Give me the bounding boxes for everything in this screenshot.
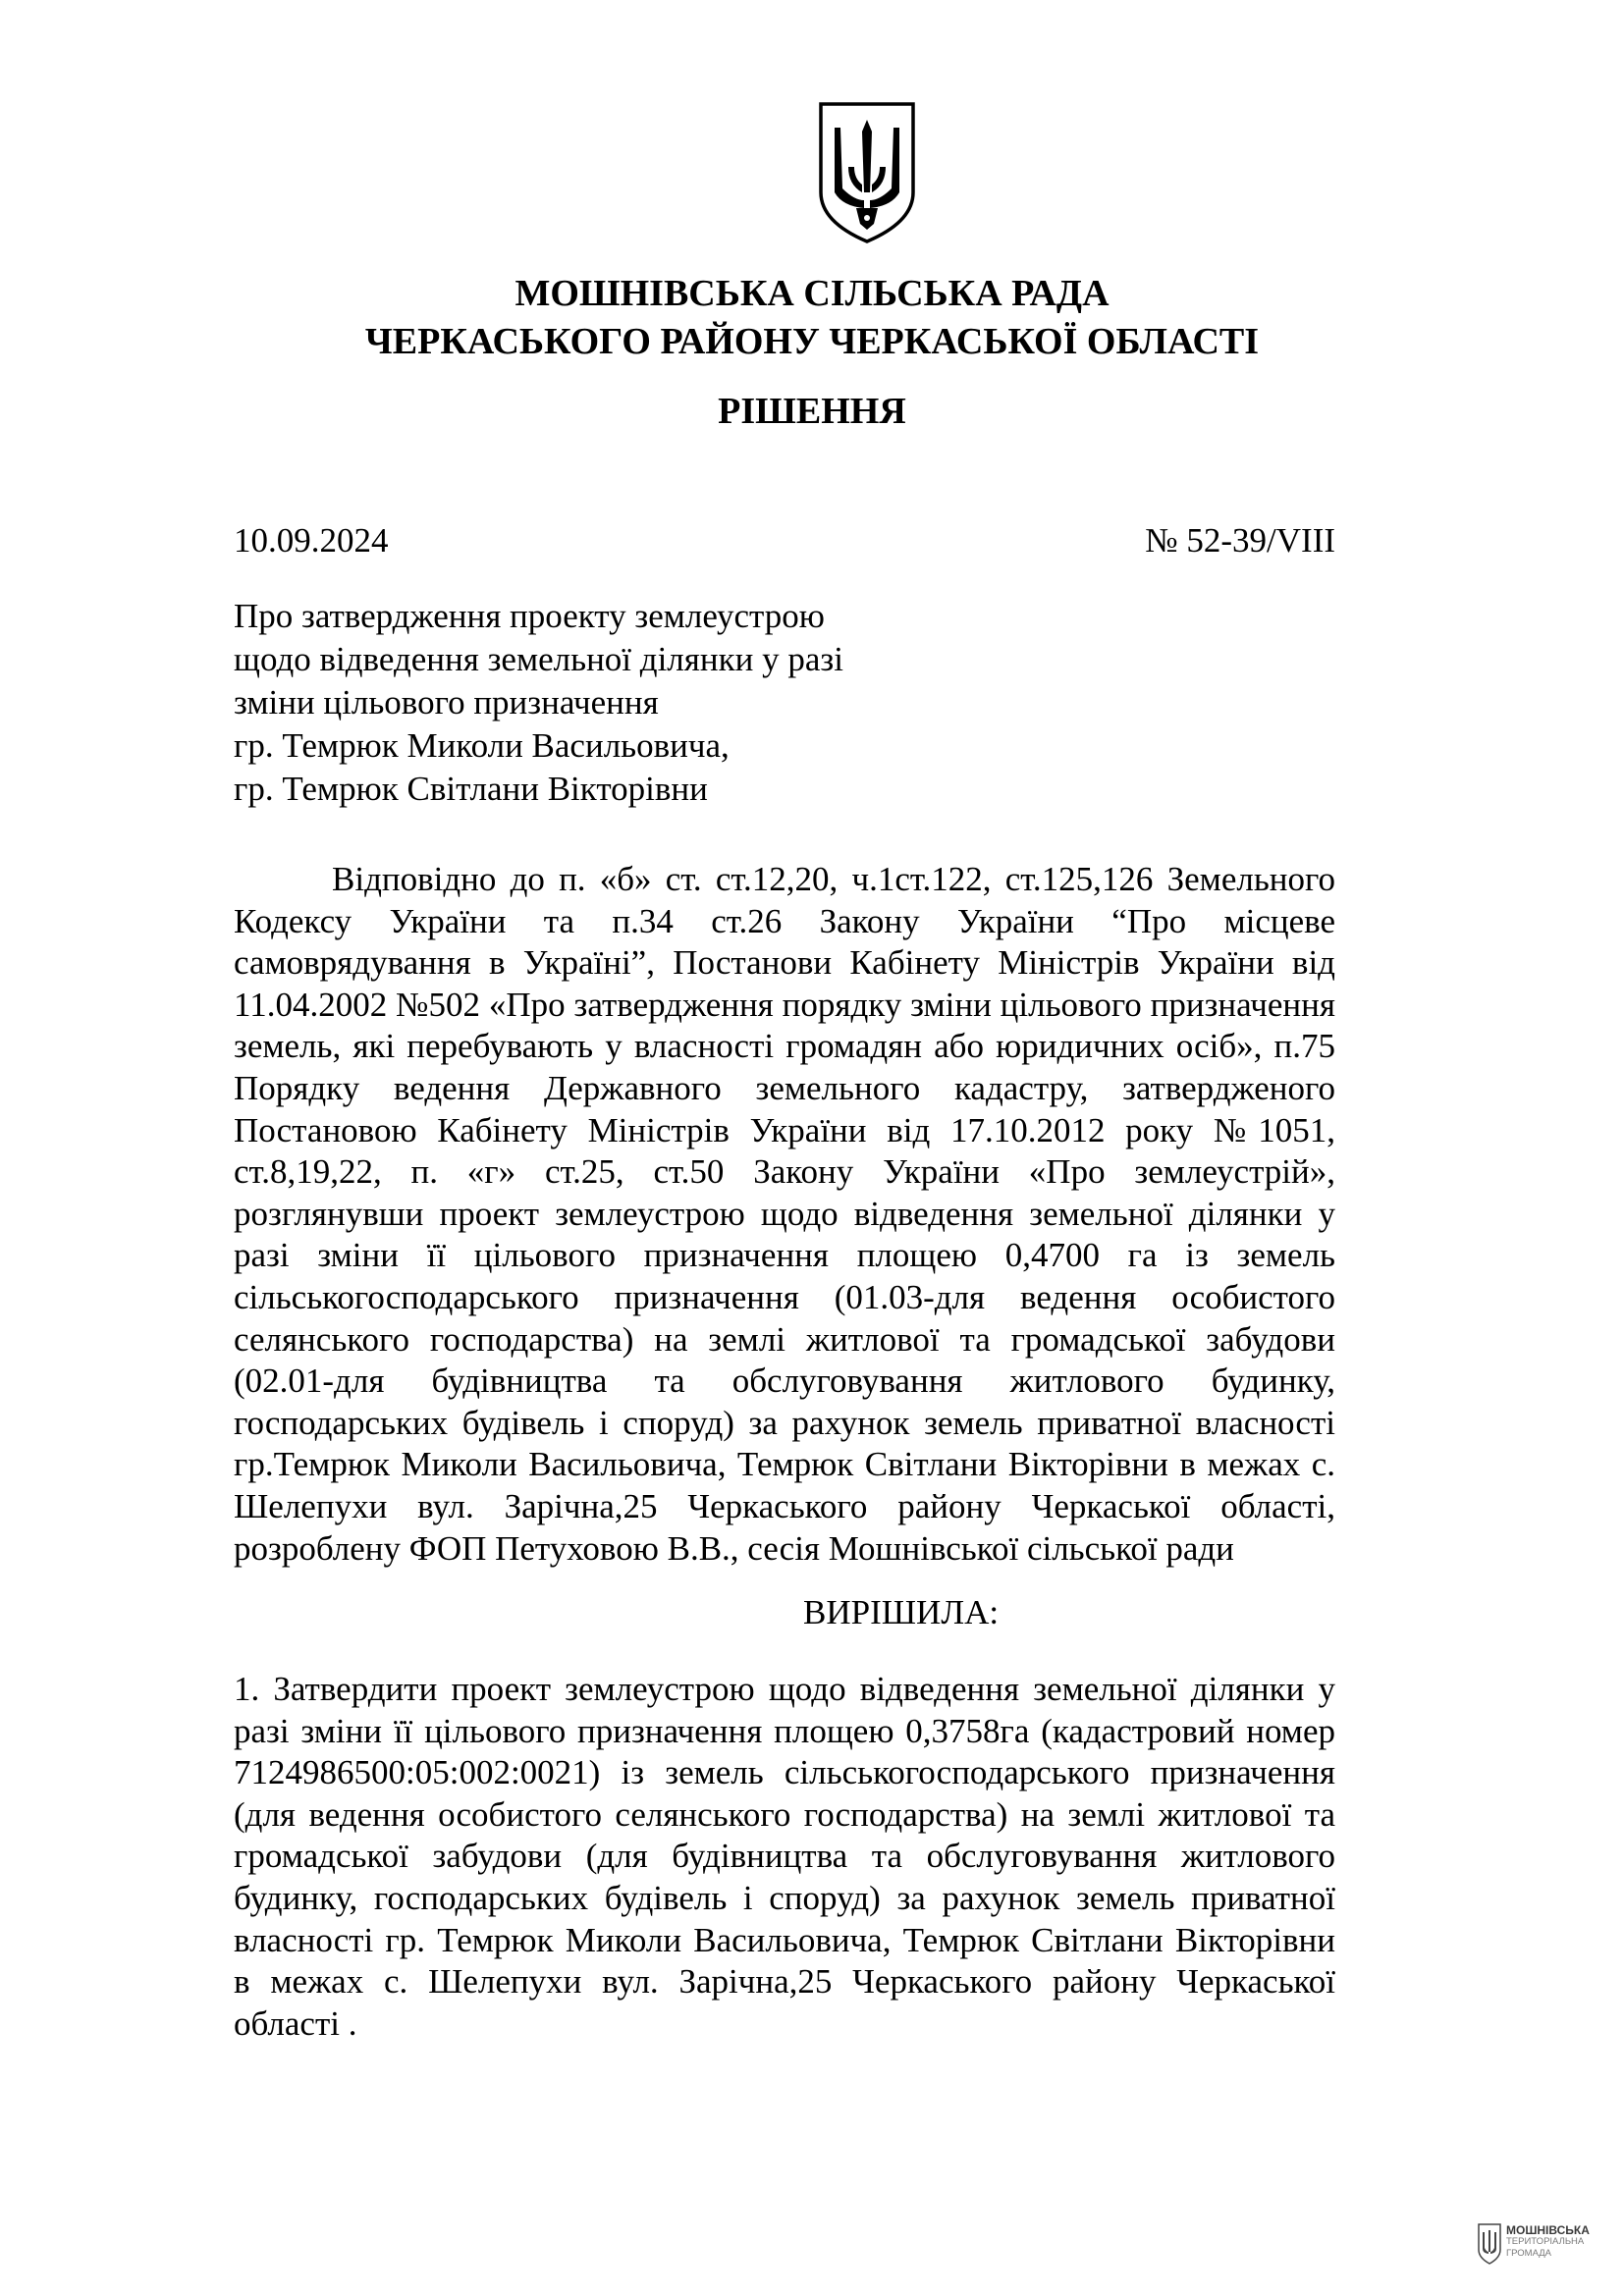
- decision-date: 10.09.2024: [234, 521, 389, 560]
- watermark-line-3: ГРОМАДА: [1506, 2248, 1551, 2259]
- watermark-text: [1506, 2224, 1590, 2260]
- coat-of-arms-icon: [813, 98, 921, 245]
- tryzub-icon: [1477, 2222, 1502, 2266]
- subject-line: Про затвердження проекту землеустрою: [234, 597, 825, 635]
- subject-line: зміни цільового призначення: [234, 683, 659, 721]
- community-watermark-logo: [1477, 2222, 1614, 2277]
- decided-heading: ВИРІШИЛА:: [803, 1593, 1000, 1631]
- subject-line: гр. Темрюк Миколи Васильовича,: [234, 726, 730, 765]
- district-name: ЧЕРКАСЬКОГО РАЙОНУ ЧЕРКАСЬКОЇ ОБЛАСТІ: [364, 321, 1260, 362]
- decision-subject: [234, 595, 980, 811]
- document-type: РІШЕННЯ: [718, 391, 906, 432]
- decision-number: № 52-39/VIII: [1145, 521, 1335, 560]
- decision-item-1: 1. Затвердити проект землеустрою щодо відведення земельної ділянки у разі зміни її цільового призначення площею 0,3758га (кадастровий номер 7124986500:05:002:0021) із земель сільськогосподарського призначення (для ведення особистого селянського господарства) на землі житлової та громадської забудови (для будівництва та обслуговування житлового будинку, господарських будівель і споруд) за рахунок земель приватної власності гр. Темрюк Миколи Васильовича, Темрюк Світлани Вікторівни в межах с. Шелепухи вул. Зарічна,25 Черкаського району Черкаської області .: [234, 1670, 1335, 2043]
- subject-line: щодо відведення земельної ділянки у разі: [234, 640, 843, 678]
- preamble-paragraph: Відповідно до п. «б» ст. ст.12,20, ч.1ст.122, ст.125,126 Земельного Кодексу України та п.34 ст.26 Закону України “Про місцеве самоврядування в Україні”, Постанови Кабінету Міністрів України від 11.04.2002 №502 «Про затвердження порядку зміни цільового призначення земель, які перебувають у власності громадян або юридичних осіб», п.75 Порядку ведення Державного земельного кадастру, затвердженого Постановою Кабінету Міністрів України від 17.10.2012 року №1051, ст.8,19,22, п. «г» ст.25, ст.50 Закону України «Про землеустрій», розглянувши проект землеустрою щодо відведення земельної ділянки у разі зміни її цільового призначення площею 0,4700 га із земель сільськогосподарського призначення (01.03-для ведення особистого селянського господарства) на землі житлової та громадської забудови (02.01-для будівництва та обслуговування житлового будинку, господарських будівель і споруд) за рахунок земель приватної власності гр.Темрюк Миколи Васильовича, Темрюк Світлани Вікторівни в межах с. Шелепухи вул. Зарічна,25 Черкаського району Черкаської області, розроблену ФОП Петуховою В.В., сесія Мошнівської сільської ради: [234, 860, 1335, 1568]
- watermark-line-2: ТЕРИТОРІАЛЬНА: [1506, 2236, 1585, 2247]
- subject-line: гр. Темрюк Світлани Вікторівни: [234, 770, 708, 808]
- council-name: МОШНІВСЬКА СІЛЬСЬКА РАДА: [514, 273, 1110, 314]
- watermark-line-1: МОШНІВСЬКА: [1506, 2223, 1590, 2237]
